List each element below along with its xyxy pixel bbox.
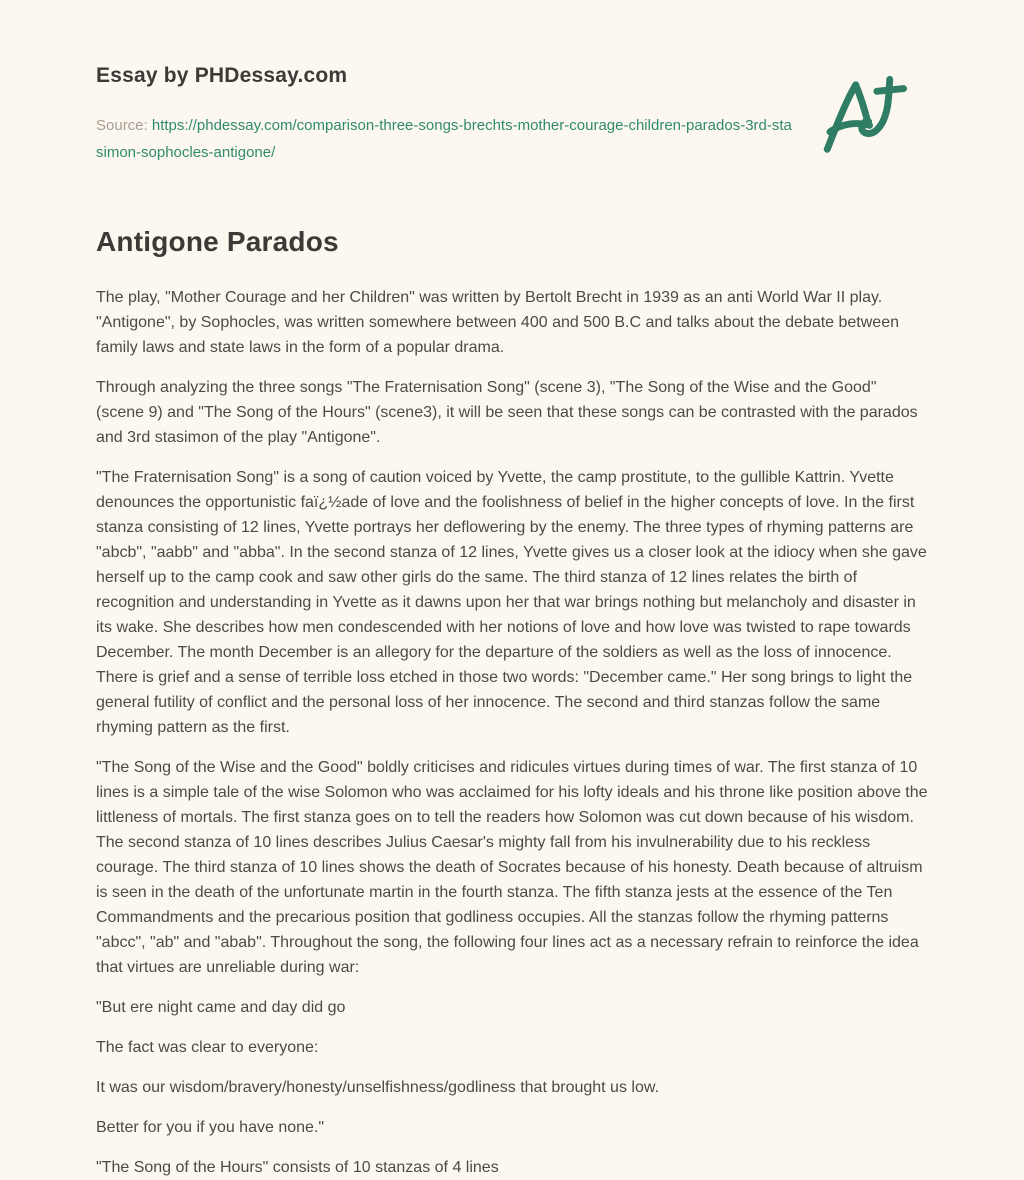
article-paragraph: It was our wisdom/bravery/honesty/unselfishness/godliness that brought us low. xyxy=(96,1079,659,1096)
article-paragraphs xyxy=(96,285,928,1180)
source-label: Source: xyxy=(96,117,148,134)
article-paragraph: "But ere night came and day did go xyxy=(96,999,346,1016)
article-paragraph: Better for you if you have none." xyxy=(96,1119,325,1136)
site-header-title: Essay by PHDessay.com xyxy=(96,64,348,87)
article-title: Antigone Parados xyxy=(96,226,339,257)
document-header xyxy=(96,64,928,166)
article-paragraph: "The Song of the Hours" consists of 10 stanzas of 4 lines xyxy=(96,1159,499,1176)
source-url-link[interactable]: https://phdessay.com/comparison-three-songs-brechts-mother-courage-children-parados-3rd-stasimon-sophocles-antigone/ xyxy=(96,117,792,161)
article-paragraph: Through analyzing the three songs "The Fraternisation Song" (scene 3), "The Song of the Wise and the Good" (scene 9) and "The Song of the Hours" (scene3), it will be seen that these songs can be contrasted with the parados and 3rd stasimon of the play "Antigone". xyxy=(96,379,918,446)
article-paragraph: "The Fraternisation Song" is a song of caution voiced by Yvette, the camp prostitute, to the gullible Kattrin. Yvette denounces the opportunistic faï¿½ade of love and the foolishness of belief in the higher concepts of love. In the first stanza consisting of 12 lines, Yvette portrays her deflowering by the enemy. The three types of rhyming patterns are "abcb", "aabb" and "abba". In the second stanza of 12 lines, Yvette gives us a closer look at the idiocy when she gave herself up to the camp cook and saw other girls do the same. The third stanza of 12 lines relates the birth of recognition and understanding in Yvette as it dawns upon her that war brings nothing but melancholy and disaster in its wake. She describes how men condescended with her notions of love and how love was twisted to rape towards December. The month December is an allegory for the departure of the soldiers as well as the loss of innocence. There is grief and a sense of terrible loss etched in those two words: "December came." Her song brings to light the general futility of conflict and the personal loss of her innocence. The second and third stanzas follow the same rhyming pattern as the first. xyxy=(96,469,927,736)
article-body xyxy=(96,226,928,1180)
article-paragraph: The fact was clear to everyone: xyxy=(96,1039,319,1056)
phdessay-logo xyxy=(818,70,910,166)
source-line xyxy=(96,112,796,166)
a-plus-logo-icon xyxy=(818,70,910,166)
article-paragraph: The play, "Mother Courage and her Children" was written by Bertolt Brecht in 1939 as an anti World War II play. "Antigone", by Sophocles, was written somewhere between 400 and 500 B.C and talks about the debate between family laws and state laws in the form of a popular drama. xyxy=(96,289,899,356)
article-paragraph: "The Song of the Wise and the Good" boldly criticises and ridicules virtues during times of war. The first stanza of 10 lines is a simple tale of the wise Solomon who was acclaimed for his lofty ideals and his throne like position above the littleness of mortals. The first stanza goes on to tell the readers how Solomon was cut down because of his wisdom. The second stanza of 10 lines describes Julius Caesar's mighty fall from his invulnerability due to his reckless courage. The third stanza of 10 lines shows the death of Socrates because of his honesty. Death because of altruism is seen in the death of the unfortunate martin in the fourth stanza. The fifth stanza jests at the essence of the Ten Commandments and the precarious position that godliness occupies. All the stanzas follow the rhyming patterns "abcc", "ab" and "abab". Throughout the song, the following four lines act as a necessary refrain to reinforce the idea that virtues are unreliable during war: xyxy=(96,759,928,976)
